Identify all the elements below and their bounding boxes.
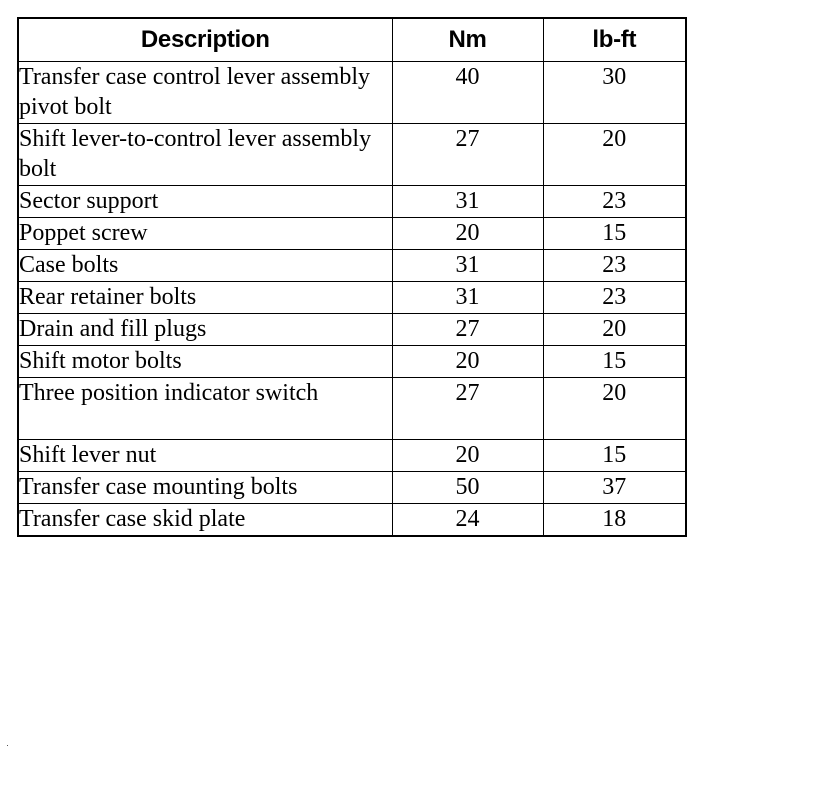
row-lbft: 37 (543, 472, 686, 504)
row-nm: 27 (392, 124, 543, 186)
row-description: Sector support (18, 186, 392, 218)
table-row (18, 440, 686, 472)
scan-speck (7, 745, 8, 746)
table-row (18, 378, 686, 440)
torque-spec-table (17, 17, 687, 537)
row-nm: 50 (392, 472, 543, 504)
header-lbft: lb-ft (543, 18, 686, 62)
header-description: Description (18, 18, 392, 62)
row-description: Drain and fill plugs (18, 314, 392, 346)
table-row (18, 314, 686, 346)
table-row (18, 250, 686, 282)
row-lbft: 23 (543, 282, 686, 314)
table-row (18, 62, 686, 124)
table-row (18, 124, 686, 186)
row-description: Shift motor bolts (18, 346, 392, 378)
row-description: Rear retainer bolts (18, 282, 392, 314)
row-lbft: 20 (543, 124, 686, 186)
table-row (18, 186, 686, 218)
row-nm: 20 (392, 346, 543, 378)
row-description: Transfer case control lever assembly pivot bolt (18, 62, 392, 124)
table-header-row (18, 18, 686, 62)
row-description: Shift lever nut (18, 440, 392, 472)
row-nm: 24 (392, 504, 543, 537)
row-lbft: 20 (543, 378, 686, 440)
row-description: Case bolts (18, 250, 392, 282)
row-nm: 27 (392, 378, 543, 440)
table-row (18, 282, 686, 314)
row-description: Transfer case mounting bolts (18, 472, 392, 504)
row-lbft: 15 (543, 440, 686, 472)
table-row (18, 218, 686, 250)
row-description: Transfer case skid plate (18, 504, 392, 537)
row-lbft: 15 (543, 346, 686, 378)
row-description: Poppet screw (18, 218, 392, 250)
row-description: Three position indicator switch (18, 378, 392, 440)
row-nm: 31 (392, 282, 543, 314)
row-lbft: 23 (543, 250, 686, 282)
table-row (18, 504, 686, 537)
row-nm: 40 (392, 62, 543, 124)
row-nm: 20 (392, 440, 543, 472)
row-nm: 27 (392, 314, 543, 346)
table-row (18, 472, 686, 504)
row-nm: 20 (392, 218, 543, 250)
row-nm: 31 (392, 250, 543, 282)
torque-spec-sheet (17, 17, 687, 537)
table-row (18, 346, 686, 378)
row-lbft: 18 (543, 504, 686, 537)
row-lbft: 20 (543, 314, 686, 346)
row-lbft: 15 (543, 218, 686, 250)
row-lbft: 23 (543, 186, 686, 218)
header-nm: Nm (392, 18, 543, 62)
row-description: Shift lever-to-control lever assembly bolt (18, 124, 392, 186)
row-nm: 31 (392, 186, 543, 218)
row-lbft: 30 (543, 62, 686, 124)
